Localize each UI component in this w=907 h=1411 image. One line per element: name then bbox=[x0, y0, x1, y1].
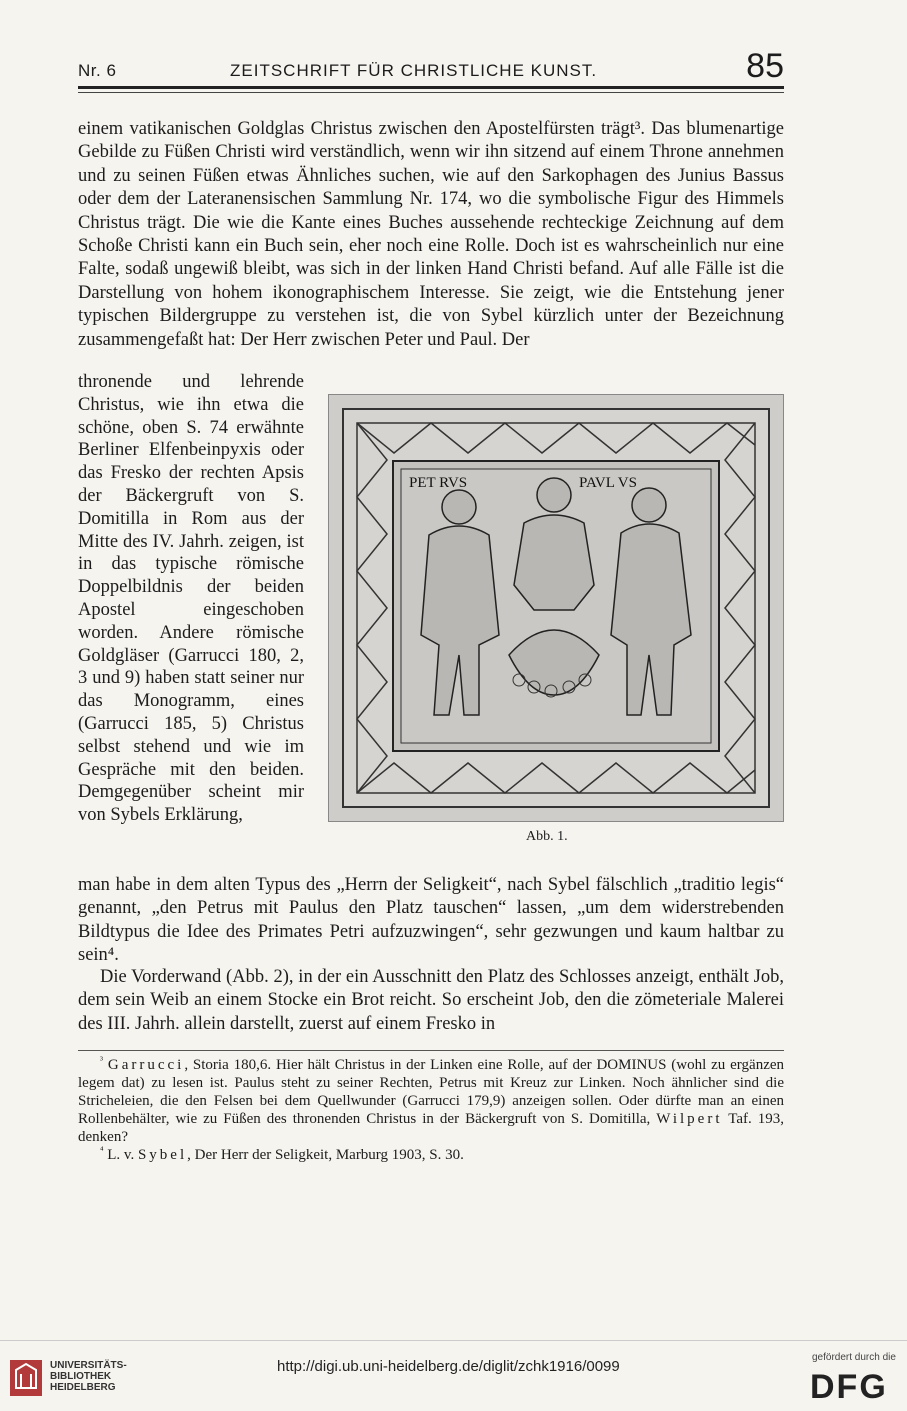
footnote-3-text: , Storia 180,6. Hier hält Christus in der Linken eine Rolle, auf der DOMINUS (wohl zu ergänzen legem dat) zu lesen ist. Paulus steht zu seiner Rechten, Petrus mit Kreuz zur Linken. Noch ähnlicher sind die Stricheleien, die den Felsen bei dem Quellwunder (Garrucci 179,9) anzeigen sollen. Oder dürfte man an einen Rollenbehälter, wie zu Füßen des thronenden Christus in der Bäckergruft von S. Domitilla, bbox=[78, 1057, 785, 1127]
header-rule bbox=[78, 86, 784, 89]
paragraph-2: man habe in dem alten Typus des „Herrn der Seligkeit“, nach Sybel fälschlich „traditio legis“ genannt, „den Petrus mit Paulus den Platz tauschen“ lassen, „um dem widerstrebenden Bildtypus die Idee des Primates Petri aufzuzwingen“, sehr gezwungen und kaum haltbar zu sein⁴. bbox=[78, 875, 784, 966]
footnote-4-author: Sybel bbox=[137, 1147, 188, 1163]
inscription-petrus: PET RVS bbox=[409, 475, 468, 491]
footnote-3-tail: Taf. 193, denken? bbox=[78, 1111, 784, 1145]
footnotes bbox=[78, 1056, 784, 1164]
footnote-3-author: Garrucci bbox=[107, 1057, 185, 1073]
footnote-3 bbox=[78, 1056, 784, 1146]
library-name-line3: HEIDELBERG bbox=[50, 1382, 116, 1393]
paragraph-1: einem vatikanischen Goldglas Christus zwischen den Apostelfürsten trägt³. Das blumenartige Gebilde zu Füßen Christi wird verständlich, wenn wir ihn sitzend auf einem Throne annehmen und zu seinen Füßen etwas Ähnliches suchen, wie auf den Sarkophagen des Junius Bassus oder dem der Lateranensischen Sammlung Nr. 174, wo die symbolische Figur des Himmels Christus trägt. Die wie die Kante eines Buches aussehende rechteckige Zeichnung auf dem Schoße Christi kann ein Buch sein, eher noch eine Rolle. Doch ist es wahrscheinlich nur eine Falte, sodaß ungewiß bleibt, was sich in der linken Hand Christi befand. Auf alle Fälle ist die Darstellung von hohem ikonographischem Interesse. Sie zeigt, wie die Entstehung jener typischen Bildergruppe zu verstehen ist, die von Sybel kürzlich unter der Bezeichnung zusammengefaßt hat: Der Herr zwischen Peter und Paul. Der bbox=[78, 119, 784, 350]
page-number: 85 bbox=[746, 47, 784, 85]
footnote-4-marker: ⁴ bbox=[100, 1145, 104, 1156]
footnote-4 bbox=[78, 1146, 784, 1164]
library-name bbox=[50, 1360, 127, 1393]
figure-abb-1 bbox=[328, 394, 784, 822]
figure-caption: Abb. 1. bbox=[526, 829, 568, 844]
header-rule-thin bbox=[78, 92, 784, 93]
footnote-3-marker: ³ bbox=[100, 1055, 103, 1066]
footnote-3-ref: Wilpert bbox=[656, 1111, 723, 1127]
paragraph-3: Die Vorderwand (Abb. 2), in der ein Ausschnitt den Platz des Schlosses anzeigt, enthält Job, dem sein Weib an einem Stocke ein Brot reicht. So erscheint Job, den die zömeteriale Malerei des III. Jahrh. allein darstellt, zuerst auf einem Fresko in bbox=[78, 967, 784, 1034]
inscription-paulus: PAVL VS bbox=[579, 475, 637, 491]
goldglass-illustration bbox=[329, 395, 783, 821]
library-name-line2: BIBLIOTHEK bbox=[50, 1371, 112, 1382]
dfg-logo: DFG bbox=[810, 1368, 888, 1406]
issue-number: Nr. 6 bbox=[78, 61, 117, 80]
column-text: thronende und lehrende Christus, wie ihn etwa die schöne, oben S. 74 erwähnte Berliner Elfenbeinpyxis oder das Fresko der rechten Apsis der Bäckergruft von S. Domitilla in Rom aus der Mitte des IV. Jahrh. zeigen, ist in das typische römische Doppelbildnis der beiden Apostel eingeschoben worden. Andere römische Goldgläser (Garrucci 180, 2, 3 und 9) haben statt seiner nur das Monogramm, eines (Garrucci 185, 5) Christus selbst stehend und wie im Gespräche mit den beiden. Demgegenüber scheint mir von Sybels Erklärung, bbox=[78, 372, 304, 826]
running-head bbox=[78, 47, 784, 85]
library-name-line1: UNIVERSITÄTS- bbox=[50, 1360, 127, 1371]
journal-title: ZEITSCHRIFT FÜR CHRISTLICHE KUNST. bbox=[230, 61, 598, 80]
footnote-4-prefix: L. v. bbox=[107, 1147, 138, 1163]
footer-divider bbox=[0, 1340, 907, 1341]
footnote-4-text: , Der Herr der Seligkeit, Marburg 1903, S. 30. bbox=[187, 1147, 464, 1163]
funding-caption: gefördert durch die bbox=[812, 1352, 896, 1363]
footnote-rule bbox=[78, 1050, 784, 1051]
university-library-logo-icon bbox=[8, 1358, 44, 1398]
source-url[interactable]: http://digi.ub.uni-heidelberg.de/diglit/zchk1916/0099 bbox=[277, 1358, 620, 1375]
